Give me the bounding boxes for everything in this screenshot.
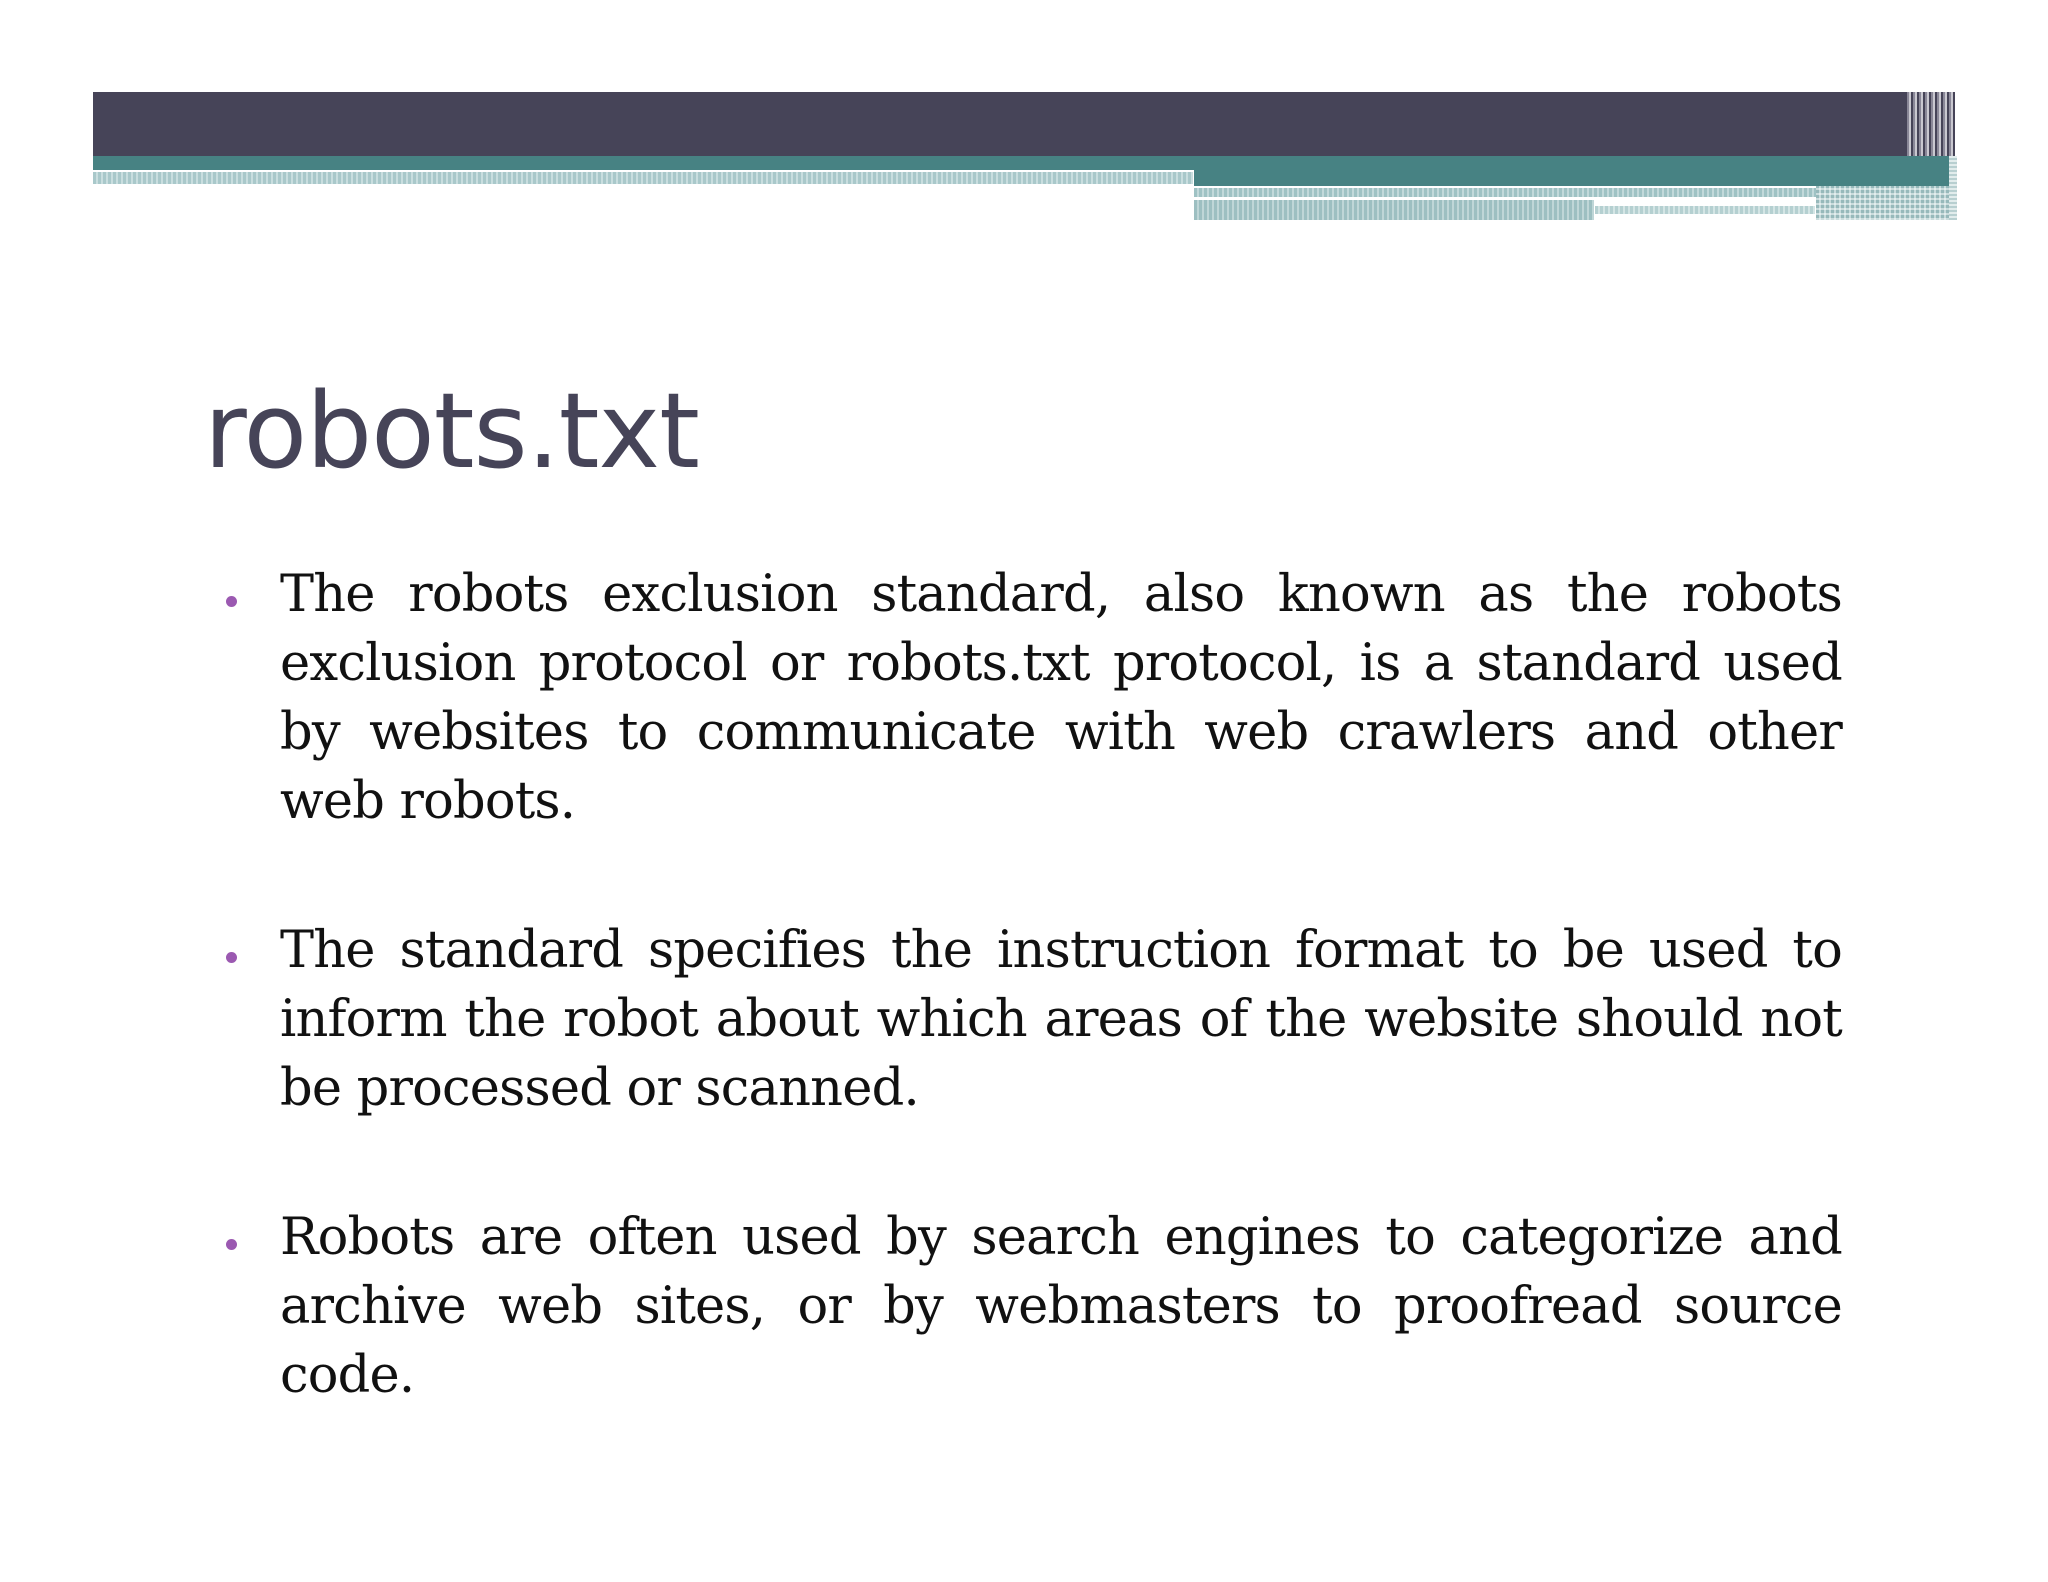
header-band-pale-right-strip — [1595, 206, 1815, 214]
bullet-item — [216, 1203, 1842, 1410]
bullet-dot-icon — [226, 952, 237, 963]
header-band-grid — [1816, 186, 1956, 220]
bullet-text: The standard specifies the instruction format to be used to inform the robot about which areas of the website should not be processed or scanned. — [280, 921, 1842, 1118]
bullet-item — [216, 560, 1842, 836]
header-band-end-fade-lower — [1949, 156, 1957, 220]
bullet-dot-icon — [226, 596, 237, 607]
bullet-dot-icon — [226, 1239, 237, 1250]
header-band-teal-right — [1194, 156, 1949, 186]
bullet-text: The robots exclusion standard, also known as the robots exclusion protocol or robots.txt protocol, is a standard used by websites to communicate with web crawlers and other web robots. — [280, 565, 1842, 831]
header-band-pale-left — [93, 172, 1193, 184]
slide-title: robots.txt — [204, 370, 699, 492]
header-band-dark — [93, 92, 1905, 156]
header-band-pale-right — [1194, 188, 1816, 197]
bullet-text: Robots are often used by search engines to categorize and archive web sites, or by webmasters to proofread source code. — [280, 1208, 1842, 1405]
header-band-pale-right-lower — [1194, 200, 1594, 220]
bullet-list — [216, 560, 1842, 1490]
bullet-item — [216, 916, 1842, 1123]
header-band-end-fade — [1905, 92, 1955, 156]
